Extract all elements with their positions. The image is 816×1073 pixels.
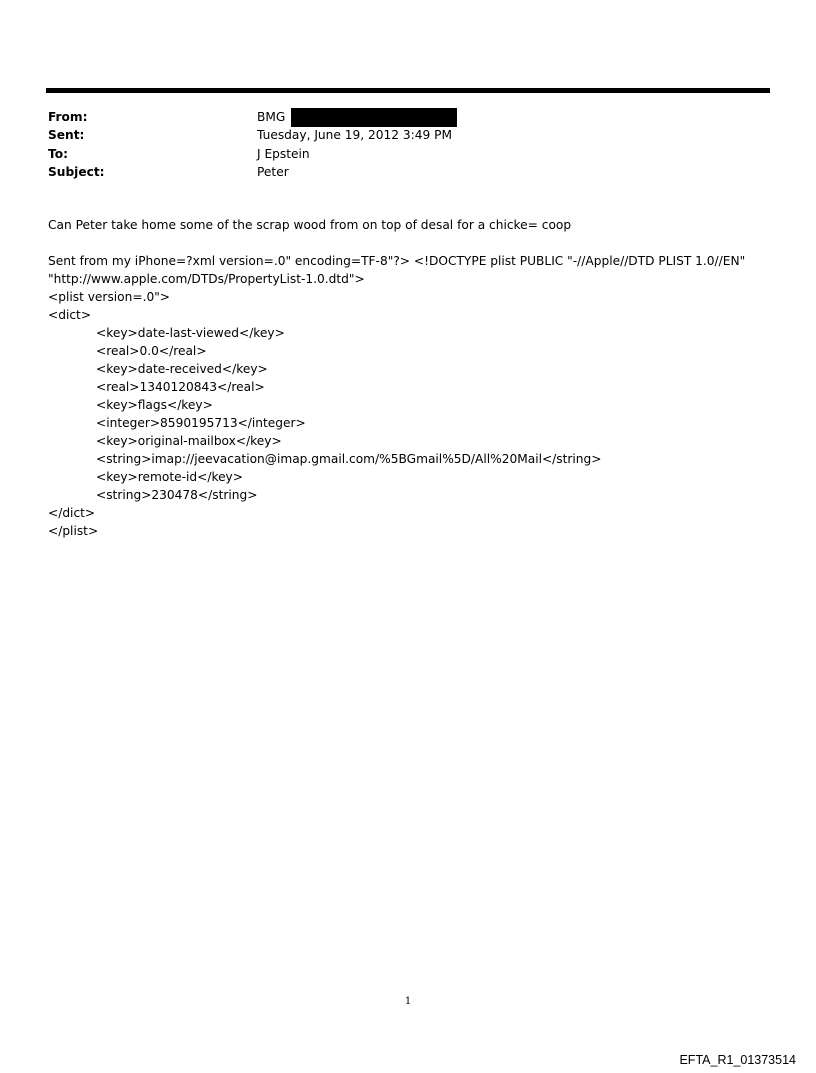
subject-value: Peter: [257, 164, 289, 179]
plist-line: <key>flags</key>: [96, 398, 213, 412]
plist-line: </dict>: [48, 506, 96, 520]
plist-line: <string>imap://jeevacation@imap.gmail.com/%5BGmail%5D/All%20Mail</string>: [96, 452, 602, 466]
plist-line: <dict>: [48, 308, 92, 322]
plist-line: <integer>8590195713</integer>: [96, 416, 306, 430]
plist-line: <real>1340120843</real>: [96, 380, 265, 394]
from-value: [257, 108, 457, 126]
sent-label: Sent:: [48, 128, 85, 143]
subject-label: Subject:: [48, 164, 105, 179]
plist-line: <key>remote-id</key>: [96, 470, 243, 484]
page-number: 1: [404, 996, 412, 1007]
plist-line: <key>original-mailbox</key>: [96, 434, 282, 448]
plist-line: <key>date-received</key>: [96, 362, 268, 376]
paragraph-gap: [48, 234, 778, 252]
plist-line: <key>date-last-viewed</key>: [96, 326, 285, 340]
email-header: [48, 108, 457, 181]
email-body: [48, 216, 778, 540]
from-row: [48, 108, 457, 126]
plist-line: <real>0.0</real>: [96, 344, 207, 358]
subject-row: [48, 163, 457, 181]
from-sender: BMG: [257, 110, 286, 124]
to-row: [48, 145, 457, 163]
sent-row: [48, 126, 457, 144]
header-rule: [46, 88, 770, 93]
plist-line: <string>230478</string>: [96, 488, 258, 502]
redaction-box: [291, 108, 457, 127]
signature-line: "http://www.apple.com/DTDs/PropertyList-1.0.dtd">: [48, 272, 365, 286]
plist-line: </plist>: [48, 524, 99, 538]
sent-value: Tuesday, June 19, 2012 3:49 PM: [257, 128, 452, 143]
bates-number: EFTA_R1_01373514: [679, 1053, 796, 1067]
signature-line: Sent from my iPhone=?xml version=.0" encoding=TF-8"?> <!DOCTYPE plist PUBLIC "-//Apple//DTD PLIST 1.0//EN": [48, 254, 746, 268]
to-value: J Epstein: [257, 146, 310, 161]
to-label: To:: [48, 146, 68, 161]
plist-line: <plist version=.0">: [48, 290, 171, 304]
message-text: Can Peter take home some of the scrap wood from on top of desal for a chicke= coop: [48, 218, 572, 232]
from-label: From:: [48, 110, 88, 124]
